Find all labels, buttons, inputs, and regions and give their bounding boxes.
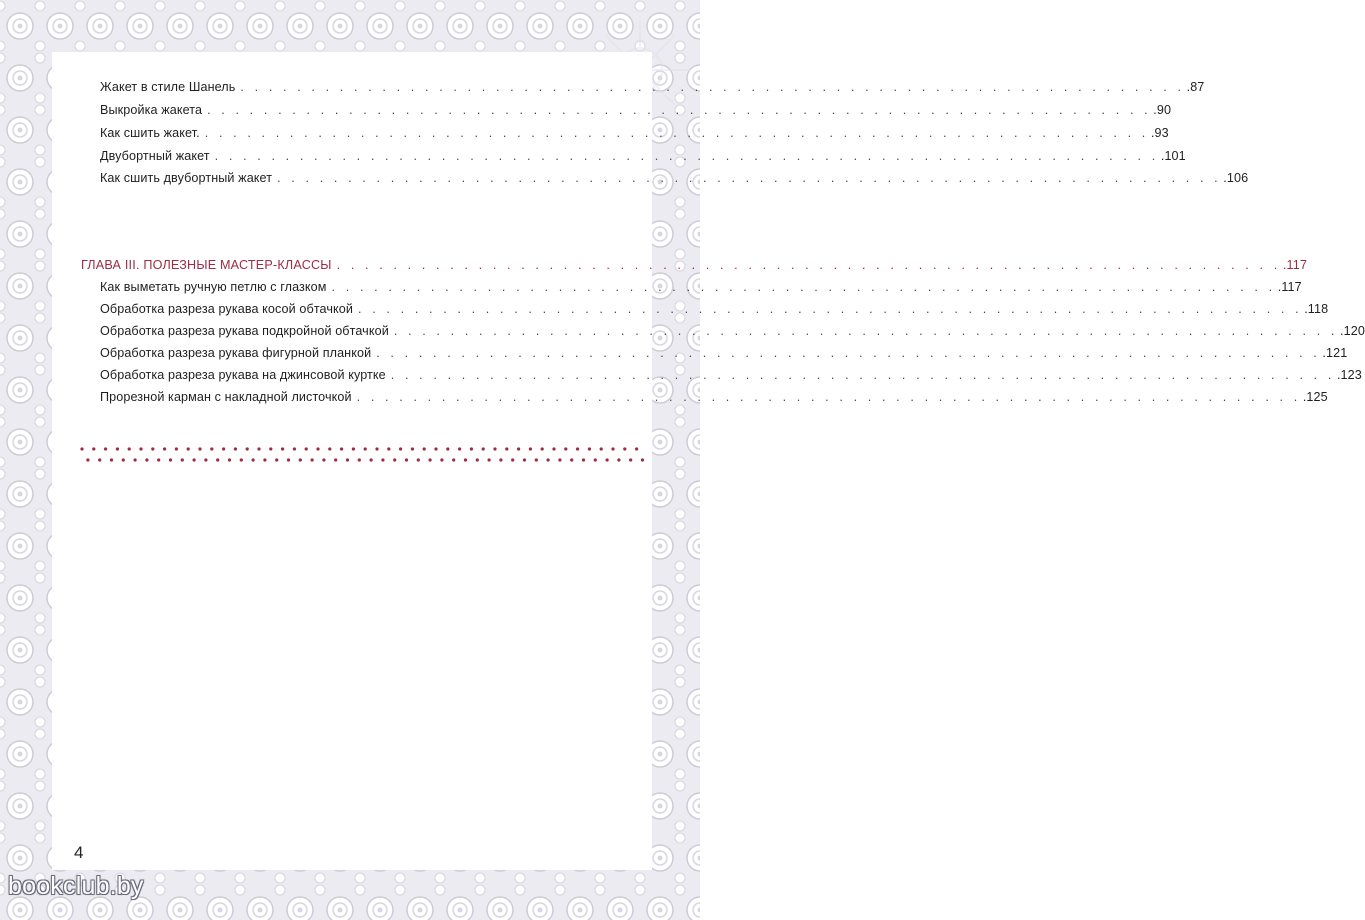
divider-dot: [204, 458, 207, 461]
divider-dot: [364, 447, 367, 450]
divider-dot: [635, 447, 638, 450]
divider-dot: [552, 447, 555, 450]
divider-dot: [423, 447, 426, 450]
dot-leader: . . . . . . . . . . . . . . . . . . . . . . . . . . . . . . . . . . . . . . . . . . . . . . . . . . . . . . . . . . . . . . . . . . .: [356, 390, 1301, 404]
divider-dot: [175, 447, 178, 450]
toc-entry-title: Жакет в стиле Шанель: [100, 80, 236, 94]
divider-dot: [600, 447, 603, 450]
dot-leader: . . . . . . . . . . . . . . . . . . . . . . . . . . . . . . . . . . . . . . . . . . . . . . . . . . . . . . . . . . . . . . . . . . .: [393, 324, 1339, 338]
divider-dot: [576, 447, 579, 450]
toc-entry[interactable]: [100, 149, 1186, 169]
divider-dot: [541, 447, 544, 450]
divider-dot: [488, 458, 491, 461]
divider-dot: [181, 458, 184, 461]
divider-dot: [529, 447, 532, 450]
dot-leader: . . . . . . . . . . . . . . . . . . . . . . . . . . . . . . . . . . . . . . . . . . . . . . . . . . . . . . . . . . . . . . . . . . .: [358, 302, 1303, 316]
divider-dot: [281, 447, 284, 450]
dot-leader: . . . . . . . . . . . . . . . . . . . . . . . . . . . . . . . . . . . . . . . . . . . . . . . . . . . . . . . . . . . . . . . . . . .: [240, 80, 1185, 94]
divider-dot: [110, 458, 113, 461]
divider-dot: [240, 458, 243, 461]
divider-dot: [334, 458, 337, 461]
toc-entry-title: Обработка разреза рукава фигурной планкой: [100, 346, 372, 360]
divider-dot: [287, 458, 290, 461]
toc-entry-page: .120: [1340, 324, 1365, 338]
decorative-divider: [78, 444, 644, 466]
toc-entry-page: .118: [1304, 302, 1329, 316]
toc-entry-page: .93: [1150, 126, 1169, 140]
dot-leader: . . . . . . . . . . . . . . . . . . . . . . . . . . . . . . . . . . . . . . . . . . . . . . . . . . . . . . . . . . . . . . . . . . .: [376, 346, 1321, 360]
divider-dot: [104, 447, 107, 450]
divider-dot: [381, 458, 384, 461]
divider-dot: [311, 458, 314, 461]
divider-dot: [558, 458, 561, 461]
divider-dot: [275, 458, 278, 461]
toc-entry[interactable]: [100, 103, 1172, 123]
toc-entry[interactable]: [100, 171, 1249, 191]
divider-dot: [446, 447, 449, 450]
toc-entry-title: Обработка разреза рукава косой обтачкой: [100, 302, 354, 316]
divider-dot: [128, 447, 131, 450]
toc-entry-page: .87: [1186, 80, 1205, 94]
toc-entry-page: .123: [1336, 368, 1362, 382]
divider-dot: [193, 458, 196, 461]
divider-dot: [340, 447, 343, 450]
toc-entry-title: Обработка разреза рукава на джинсовой куртке: [100, 368, 386, 382]
divider-dot: [80, 447, 83, 450]
toc-entry-title: Как сшить жакет.: [100, 126, 200, 140]
divider-dot: [263, 458, 266, 461]
divider-dot: [216, 458, 219, 461]
divider-dot: [157, 458, 160, 461]
divider-dot: [476, 458, 479, 461]
toc-entry-page: .121: [1322, 346, 1348, 360]
toc-entry-page: .117: [1277, 280, 1302, 294]
divider-dot: [434, 447, 437, 450]
divider-dot: [316, 447, 319, 450]
divider-dot: [210, 447, 213, 450]
divider-dot: [299, 458, 302, 461]
divider-dot: [535, 458, 538, 461]
toc-entry[interactable]: [100, 368, 1362, 388]
dot-leader: . . . . . . . . . . . . . . . . . . . . . . . . . . . . . . . . . . . . . . . . . . . . . . . . . . . . . . . . . . . . . . . . . . .: [331, 280, 1276, 294]
divider-dot: [594, 458, 597, 461]
divider-dot: [187, 447, 190, 450]
divider-dot: [623, 447, 626, 450]
divider-dot: [134, 458, 137, 461]
divider-dot: [346, 458, 349, 461]
divider-dot: [269, 447, 272, 450]
divider-dot: [352, 447, 355, 450]
chapter-page: .117: [1282, 258, 1308, 272]
divider-dot: [570, 458, 573, 461]
chapter-title: ГЛАВА III. ПОЛЕЗНЫЕ МАСТЕР-КЛАССЫ: [81, 258, 332, 272]
divider-dot: [606, 458, 609, 461]
divider-dot: [293, 447, 296, 450]
toc-entry[interactable]: [100, 390, 1328, 410]
divider-dot: [222, 447, 225, 450]
toc-entry-page: .101: [1160, 149, 1186, 163]
divider-dot: [92, 447, 95, 450]
dot-leader: . . . . . . . . . . . . . . . . . . . . . . . . . . . . . . . . . . . . . . . . . . . . . . . . . . . . . . . . . . . . . . . . . . .: [207, 103, 1152, 117]
divider-dot: [588, 447, 591, 450]
divider-dot: [252, 458, 255, 461]
divider-dot: [482, 447, 485, 450]
divider-dot: [523, 458, 526, 461]
divider-dot: [641, 458, 644, 461]
divider-dot: [617, 458, 620, 461]
divider-dot: [470, 447, 473, 450]
divider-dot: [358, 458, 361, 461]
divider-dot: [564, 447, 567, 450]
divider-dot: [547, 458, 550, 461]
divider-dot: [440, 458, 443, 461]
toc-entry-page: .125: [1302, 390, 1328, 404]
toc-entry-page: .106: [1223, 171, 1249, 185]
divider-dot: [305, 447, 308, 450]
divider-dot: [629, 458, 632, 461]
divider-dot: [505, 447, 508, 450]
divider-dot: [375, 447, 378, 450]
toc-entry-title: Как сшить двубортный жакет: [100, 171, 273, 185]
dot-leader: . . . . . . . . . . . . . . . . . . . . . . . . . . . . . . . . . . . . . . . . . . . . . . . . . . . . . . . . . . . . . . . . . . .: [214, 149, 1159, 163]
divider-dot: [411, 447, 414, 450]
divider-dot: [139, 447, 142, 450]
divider-dot: [257, 447, 260, 450]
page-number: 4: [74, 843, 84, 862]
toc-entry[interactable]: [100, 126, 1169, 146]
divider-dot: [151, 447, 154, 450]
divider-dot: [228, 458, 231, 461]
divider-dot: [417, 458, 420, 461]
watermark: bookclub.by: [8, 872, 144, 900]
toc-entry[interactable]: [100, 346, 1348, 366]
divider-dot: [464, 458, 467, 461]
toc-entry-title: Обработка разреза рукава подкройной обтачкой: [100, 324, 389, 338]
divider-dot: [86, 458, 89, 461]
divider-dot: [370, 458, 373, 461]
divider-dot: [169, 458, 172, 461]
divider-dot: [322, 458, 325, 461]
divider-dot: [328, 447, 331, 450]
toc-entry[interactable]: [100, 80, 1205, 100]
divider-dot: [122, 458, 125, 461]
divider-dot: [499, 458, 502, 461]
dot-leader: . . . . . . . . . . . . . . . . . . . . . . . . . . . . . . . . . . . . . . . . . . . . . . . . . . . . . . . . . . . . . . . . . . .: [390, 368, 1335, 382]
chapter-heading[interactable]: [81, 258, 1308, 278]
toc-entry-title: Двубортный жакет: [100, 149, 210, 163]
divider-dot: [387, 447, 390, 450]
divider-dot: [493, 447, 496, 450]
toc-entry[interactable]: [100, 324, 1365, 344]
divider-dot: [458, 447, 461, 450]
dot-leader: . . . . . . . . . . . . . . . . . . . . . . . . . . . . . . . . . . . . . . . . . . . . . . . . . . . . . . . . . . . . . . . . . . .: [336, 258, 1281, 272]
divider-dot: [582, 458, 585, 461]
toc-entry[interactable]: [100, 280, 1302, 300]
dot-leader: . . . . . . . . . . . . . . . . . . . . . . . . . . . . . . . . . . . . . . . . . . . . . . . . . . . . . . . . . . . . . . . . . . .: [277, 171, 1222, 185]
divider-dot: [452, 458, 455, 461]
divider-dot: [399, 447, 402, 450]
divider-dot: [145, 458, 148, 461]
toc-entry-title: Выкройка жакета: [100, 103, 203, 117]
divider-dot: [405, 458, 408, 461]
toc-entry-title: Как выметать ручную петлю с глазком: [100, 280, 327, 294]
divider-dot: [234, 447, 237, 450]
divider-dot: [429, 458, 432, 461]
dot-leader: . . . . . . . . . . . . . . . . . . . . . . . . . . . . . . . . . . . . . . . . . . . . . . . . . . . . . . . . . . . . . . . . . . .: [204, 126, 1149, 140]
divider-dot: [163, 447, 166, 450]
toc-entry-title: Прорезной карман с накладной листочкой: [100, 390, 352, 404]
divider-dot: [246, 447, 249, 450]
divider-dot: [98, 458, 101, 461]
divider-dot: [611, 447, 614, 450]
divider-dot: [393, 458, 396, 461]
divider-dot: [116, 447, 119, 450]
divider-dot: [198, 447, 201, 450]
divider-dot: [511, 458, 514, 461]
toc-entry-page: .90: [1153, 103, 1172, 117]
divider-dot: [517, 447, 520, 450]
toc-entry[interactable]: [100, 302, 1329, 322]
